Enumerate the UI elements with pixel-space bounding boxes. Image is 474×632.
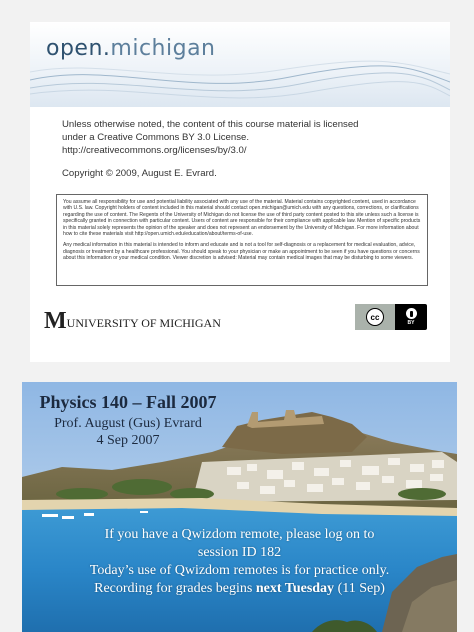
license-url[interactable]: http://creativecommons.org/licenses/by/3.0/ [62,145,247,156]
line-4-emphasis: next Tuesday [255,581,335,596]
lecture-slide [22,382,457,632]
cc-by-badge[interactable] [355,304,427,330]
open-michigan-logo [46,36,216,61]
slide-announcement [22,526,457,598]
line-4-suffix: (11 Sep) [334,581,385,596]
license-line-1: Unless otherwise noted, the content of this course material is licensed [62,119,359,130]
announcement-line-4 [22,580,457,598]
attribution-person-icon [406,308,417,319]
license-statement [62,118,422,157]
by-panel [395,308,427,326]
disclaimer-paragraph-2: Any medical information in this material is intended to inform and educate and is not a tool for self-diagnosis or a replacement for medical evaluation, advice, diagnosis or treatment by a healthcare professional. You should speak to your physician or make an appointment to be seen if you have questions or concerns about this information or your medical condition. Viewer discretion is advised: Material may contain medical images that may be disturbing to some viewers. [63,242,420,262]
instructor-name: Prof. August (Gus) Evrard [54,416,202,431]
license-line-2: under a Creative Commons BY 3.0 License. [62,132,249,143]
open-michigan-banner [30,22,450,107]
block-m-mark: M [44,308,66,334]
announcement-line-1: If you have a Qwizdom remote, please log on to [104,527,375,542]
logo-michigan: michigan [110,36,216,61]
cc-icon-panel [355,304,395,330]
disclaimer-box [56,194,428,286]
disclaimer-paragraph-1: You assume all responsibility for use and potential liability associated with any use of the material. Material contains copyrighted content, used in accordance with U.S. law. Copyright holders of content included in this material should contact open.michigan@umich.edu with any questions, corrections, or clarifications regarding the use of content. The Regents of the University of Michigan do not license the use of third party content posted to this site unless such a license is specifically granted in connection with particular content. Users of content are responsible for their compliance with applicable law. Mention of specific products in this material solely represents the opinion of the speaker and does not represent an endorsement by the University of Michigan. For more information about how to cite these materials visit http://open.umich.edu/education/about/terms-of-use. [63,199,421,238]
slide-title: Physics 140 – Fall 2007 [39,392,217,412]
announcement-line-3: Today’s use of Qwizdom remotes is for practice only. [89,563,390,578]
wave-decoration [30,22,450,107]
announcement-line-2: session ID 182 [197,545,282,560]
university-name: UNIVERSITY OF MICHIGAN [66,316,221,330]
university-of-michigan-logo [44,308,221,335]
by-label: BY [407,320,415,326]
line-4-prefix: Recording for grades begins [94,581,256,596]
lecture-date: 4 Sep 2007 [96,433,160,448]
logo-open: open. [46,36,111,61]
copyright-notice: Copyright © 2009, August E. Evrard. [62,168,217,179]
license-page [30,22,450,362]
cc-icon: cc [366,308,384,326]
